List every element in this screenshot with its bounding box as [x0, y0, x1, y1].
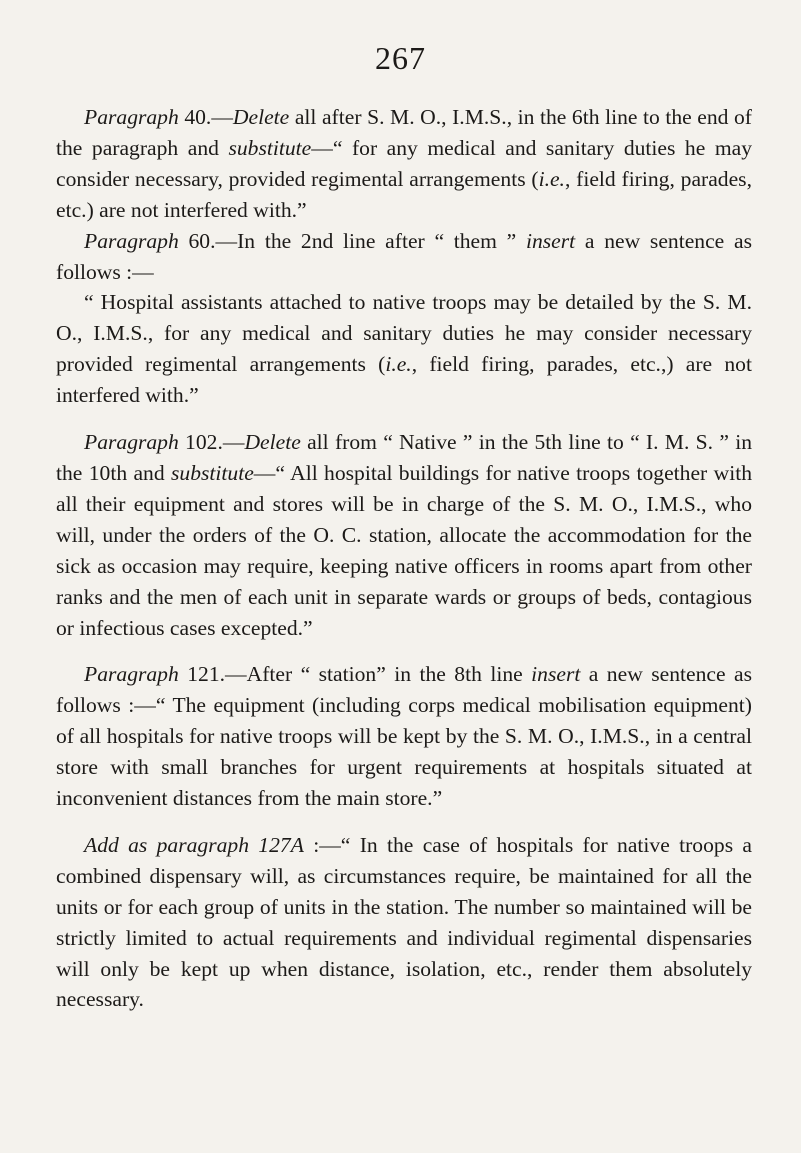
paragraph-text: , field firing, parades, etc.,) are not interfered with.” [56, 352, 752, 408]
paragraph-60 [56, 226, 752, 288]
action-word: insert [531, 662, 581, 687]
paragraph-text: all from “ Native ” in the 5th line to “ I. M. S. ” in the 10th and [56, 430, 753, 485]
paragraph-heading: Paragraph [84, 105, 179, 129]
paragraph-text: —“ for any medical and sanitary duties he may consider necessary, provided regimental arrangements ( [56, 135, 753, 191]
page-number: 267 [375, 40, 426, 76]
paragraph-text: all after S. M. O., I.M.S., in the 6th line to the end of the paragraph and [56, 105, 752, 160]
action-word: Delete [232, 105, 290, 129]
paragraph-heading: Paragraph [84, 228, 179, 253]
paragraph-number: 102.— [178, 430, 245, 455]
action-word: substitute [171, 460, 254, 485]
paragraph-text: a new sentence as follows :—“ The equipment (including corps medical mobilisation equipment) of all hospitals for native troops will be kept by the S. M. O., I.M.S., in a central store with small branches for urgent requirements at hospitals situated at inconvenient distances from the main store.” [56, 662, 752, 811]
paragraph-40 [56, 102, 752, 226]
paragraph-heading: Add as paragraph [84, 832, 249, 857]
paragraph-number: 127 [249, 832, 291, 857]
paragraph-121 [56, 659, 752, 814]
paragraph-number: 40.— [178, 105, 233, 129]
paragraph-127a [56, 830, 752, 1015]
paragraph-60-quote [56, 287, 752, 411]
paragraph-heading: Paragraph [84, 662, 179, 687]
paragraph-heading: Paragraph [84, 430, 179, 455]
paragraph-number: 60.—In the 2nd line after “ them ” [178, 228, 526, 253]
paragraph-text: a new sentence as follows :— [56, 228, 752, 284]
paragraph-text: :—“ In the case of hospitals for native troops a combined dispensary will, as circumstances require, be maintained for all the units or for each group of units in the station. The number so maintained will be strictly limited to actual requirements and individual regimental dispensaries will only be kept up when distance, isolation, etc., render them absolutely necessary. [56, 832, 752, 1012]
paragraph-102 [56, 427, 752, 643]
abbreviation: i.e. [538, 166, 565, 191]
paragraph-suffix: A [290, 832, 304, 857]
paragraph-text: , field firing, parades, etc.) are not interfered with.” [56, 166, 752, 222]
action-word: insert [525, 228, 576, 253]
action-word: Delete [244, 430, 301, 455]
abbreviation: i.e. [385, 352, 412, 377]
paragraph-text: —“ All hospital buildings for native troops together with all their equipment and stores will be in charge of the S. M. O., I.M.S., who will, under the orders of the O. C. station, allocate the accommodation for the sick as occasion may require, keeping native officers in rooms apart from other ranks and the men of each unit in separate wards or groups of beds, contagious or infectious cases excepted.” [56, 460, 752, 640]
paragraph-text: “ Hospital assistants attached to native troops may be detailed by the S. M. O., I.M.S., for any medical and sanitary duties he may consider necessary provided regimental arrangements ( [56, 290, 752, 377]
action-word: substitute [228, 135, 312, 160]
body-text [56, 102, 752, 1015]
paragraph-number: 121.—After “ station” in the 8th line [178, 662, 532, 687]
